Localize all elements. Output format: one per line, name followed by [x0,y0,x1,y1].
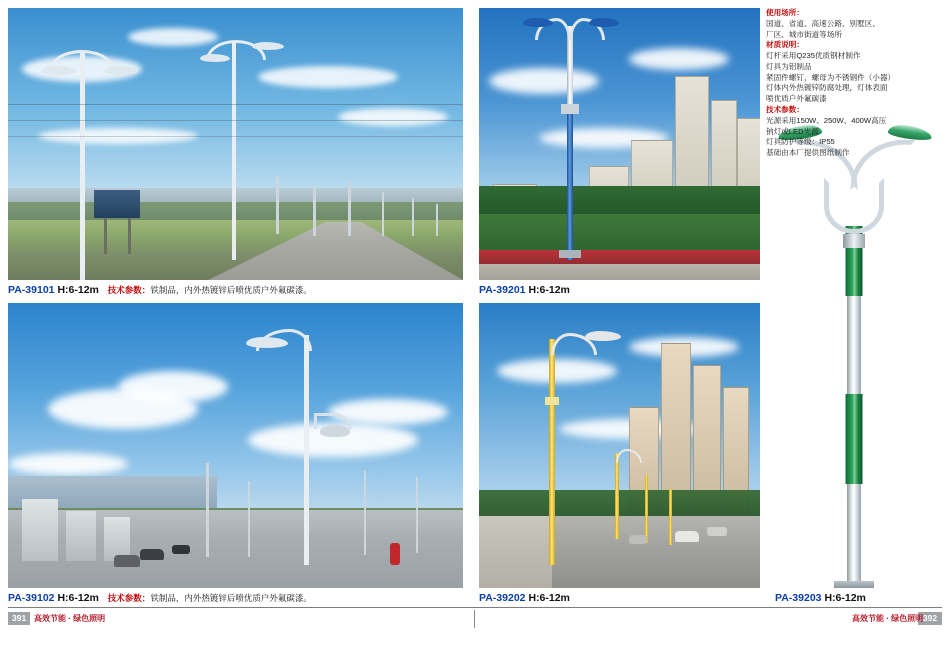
spec-line: 灯杆采用Q235优质钢材制作 [766,51,861,61]
product-spec: H:6-12m [528,592,570,604]
lamp-pole-blue [567,108,573,260]
pole-green-band-lower [846,394,863,484]
product-photo-pa-39202 [479,303,760,588]
lamp-head [585,331,621,341]
spec-line: 国道、省道、高速公路、别墅区、 [766,18,880,28]
lamp-pole [313,186,316,236]
lamp-pole [382,192,384,236]
caption-pa-39202 [479,592,570,604]
spec-heading-tech: 技术参数： [766,105,804,115]
caption-pa-39203 [775,592,866,604]
power-line [8,120,463,121]
cloud [629,48,729,70]
spec-heading-usage: 使用场所： [766,8,804,17]
product-photo-pa-39203 [766,104,942,588]
lamp-pole [416,477,418,553]
billboard-post [128,218,131,254]
tech-label: 技术参数： [107,285,151,295]
sidewalk [479,516,552,588]
lamp-pole [248,481,250,557]
cloud [128,28,218,46]
spec-line: 厂区、城市街道等场所 [766,29,842,39]
lamp-arm-inner [824,178,884,234]
cloud [338,108,448,126]
product-code: PA-39201 [479,284,526,296]
lamp-pole-yellow [645,475,648,543]
spec-line: 喷优质户外氟碳漆 [766,94,827,104]
spec-line: 基础由本厂提供图纸制作 [766,148,850,158]
product-code: PA-39102 [8,592,55,604]
page-center-divider [474,610,475,628]
product-spec: H:6-12m [57,284,99,296]
lamp-pole [348,182,351,236]
pedestrian [390,543,400,565]
product-code: PA-39202 [479,592,526,604]
lamp-pole [364,471,366,555]
lamp-head [523,18,553,27]
product-code: PA-39101 [8,284,55,296]
product-photo-pa-39201 [479,8,760,280]
lamp-pole [412,198,414,236]
lamp-head [42,66,76,75]
power-line [8,136,463,137]
spec-line: 光源采用150W、250W、400W高压 [766,115,887,125]
building [22,499,58,561]
page-number-right: 392 [918,612,942,625]
cloud [8,453,128,475]
vehicle [172,545,190,554]
lamp-pole [206,463,209,557]
product-spec: H:6-12m [57,592,99,604]
caption-pa-39101 [8,284,312,296]
product-photo-pa-39101 [8,8,463,280]
pole-base [834,581,874,588]
cloud [489,68,599,94]
lamp-pole [436,204,438,236]
product-spec: H:6-12m [528,284,570,296]
hedge-band [479,214,760,254]
billboard [94,190,140,218]
spec-line: 钠灯或LED光源 [766,126,819,136]
spec-line: 灯具为铝制品 [766,61,812,71]
vehicle [707,527,727,536]
building [66,511,96,561]
cloud [118,371,228,403]
tech-text: 铁制品，内外热镀锌后喷优质户外氟碳漆。 [150,593,312,603]
lamp-pole-yellow [615,453,619,539]
spec-line: 灯体内外热镀锌防腐处理，灯体表面 [766,83,888,93]
lamp-head [252,42,284,50]
pole-collar [545,397,559,405]
lamp-head [589,18,619,27]
caption-pa-39201 [479,284,570,296]
lamp-head [200,54,230,62]
lamp-pole [232,42,236,260]
pavement [479,264,760,280]
footer-divider [8,607,942,608]
lamp-pole-yellow [549,339,555,565]
page-number-left: 391 [8,612,30,625]
specification-panel [766,8,942,159]
cloud [497,359,617,383]
vehicle [629,535,647,544]
spec-line: 紧固件螺钉、螺母为不锈钢件（小器） [766,72,896,82]
vehicle [140,549,164,560]
footer-slogan-left: 高效节能 · 绿色照明 [34,614,106,623]
product-code: PA-39203 [775,592,822,604]
power-line [8,104,463,105]
tech-text: 铁制品，内外热镀锌后喷优质户外氟碳漆。 [150,285,312,295]
spec-heading-material: 材质说明： [766,40,804,50]
footer-slogan-right: 高效节能 · 绿色照明 [852,614,924,623]
lamp-pole [80,52,85,280]
caption-pa-39102 [8,592,312,604]
lamp-pole [304,335,309,565]
pole-collar [561,104,579,114]
tech-label: 技术参数： [107,593,151,603]
lamp-head [104,66,138,75]
lamp-pole-yellow [669,489,672,545]
cloud [258,66,398,88]
spec-line: 灯具防护等级：IP55 [766,137,835,147]
product-spec: H:6-12m [824,592,866,604]
lamp-head [246,337,288,348]
vehicle [675,531,699,542]
product-photo-pa-39102 [8,303,463,588]
lamp-head [320,425,350,437]
pole-collar [843,234,865,248]
lamp-pole [276,176,279,234]
pole-base [559,250,581,258]
vehicle [114,555,140,567]
billboard-post [104,218,107,254]
